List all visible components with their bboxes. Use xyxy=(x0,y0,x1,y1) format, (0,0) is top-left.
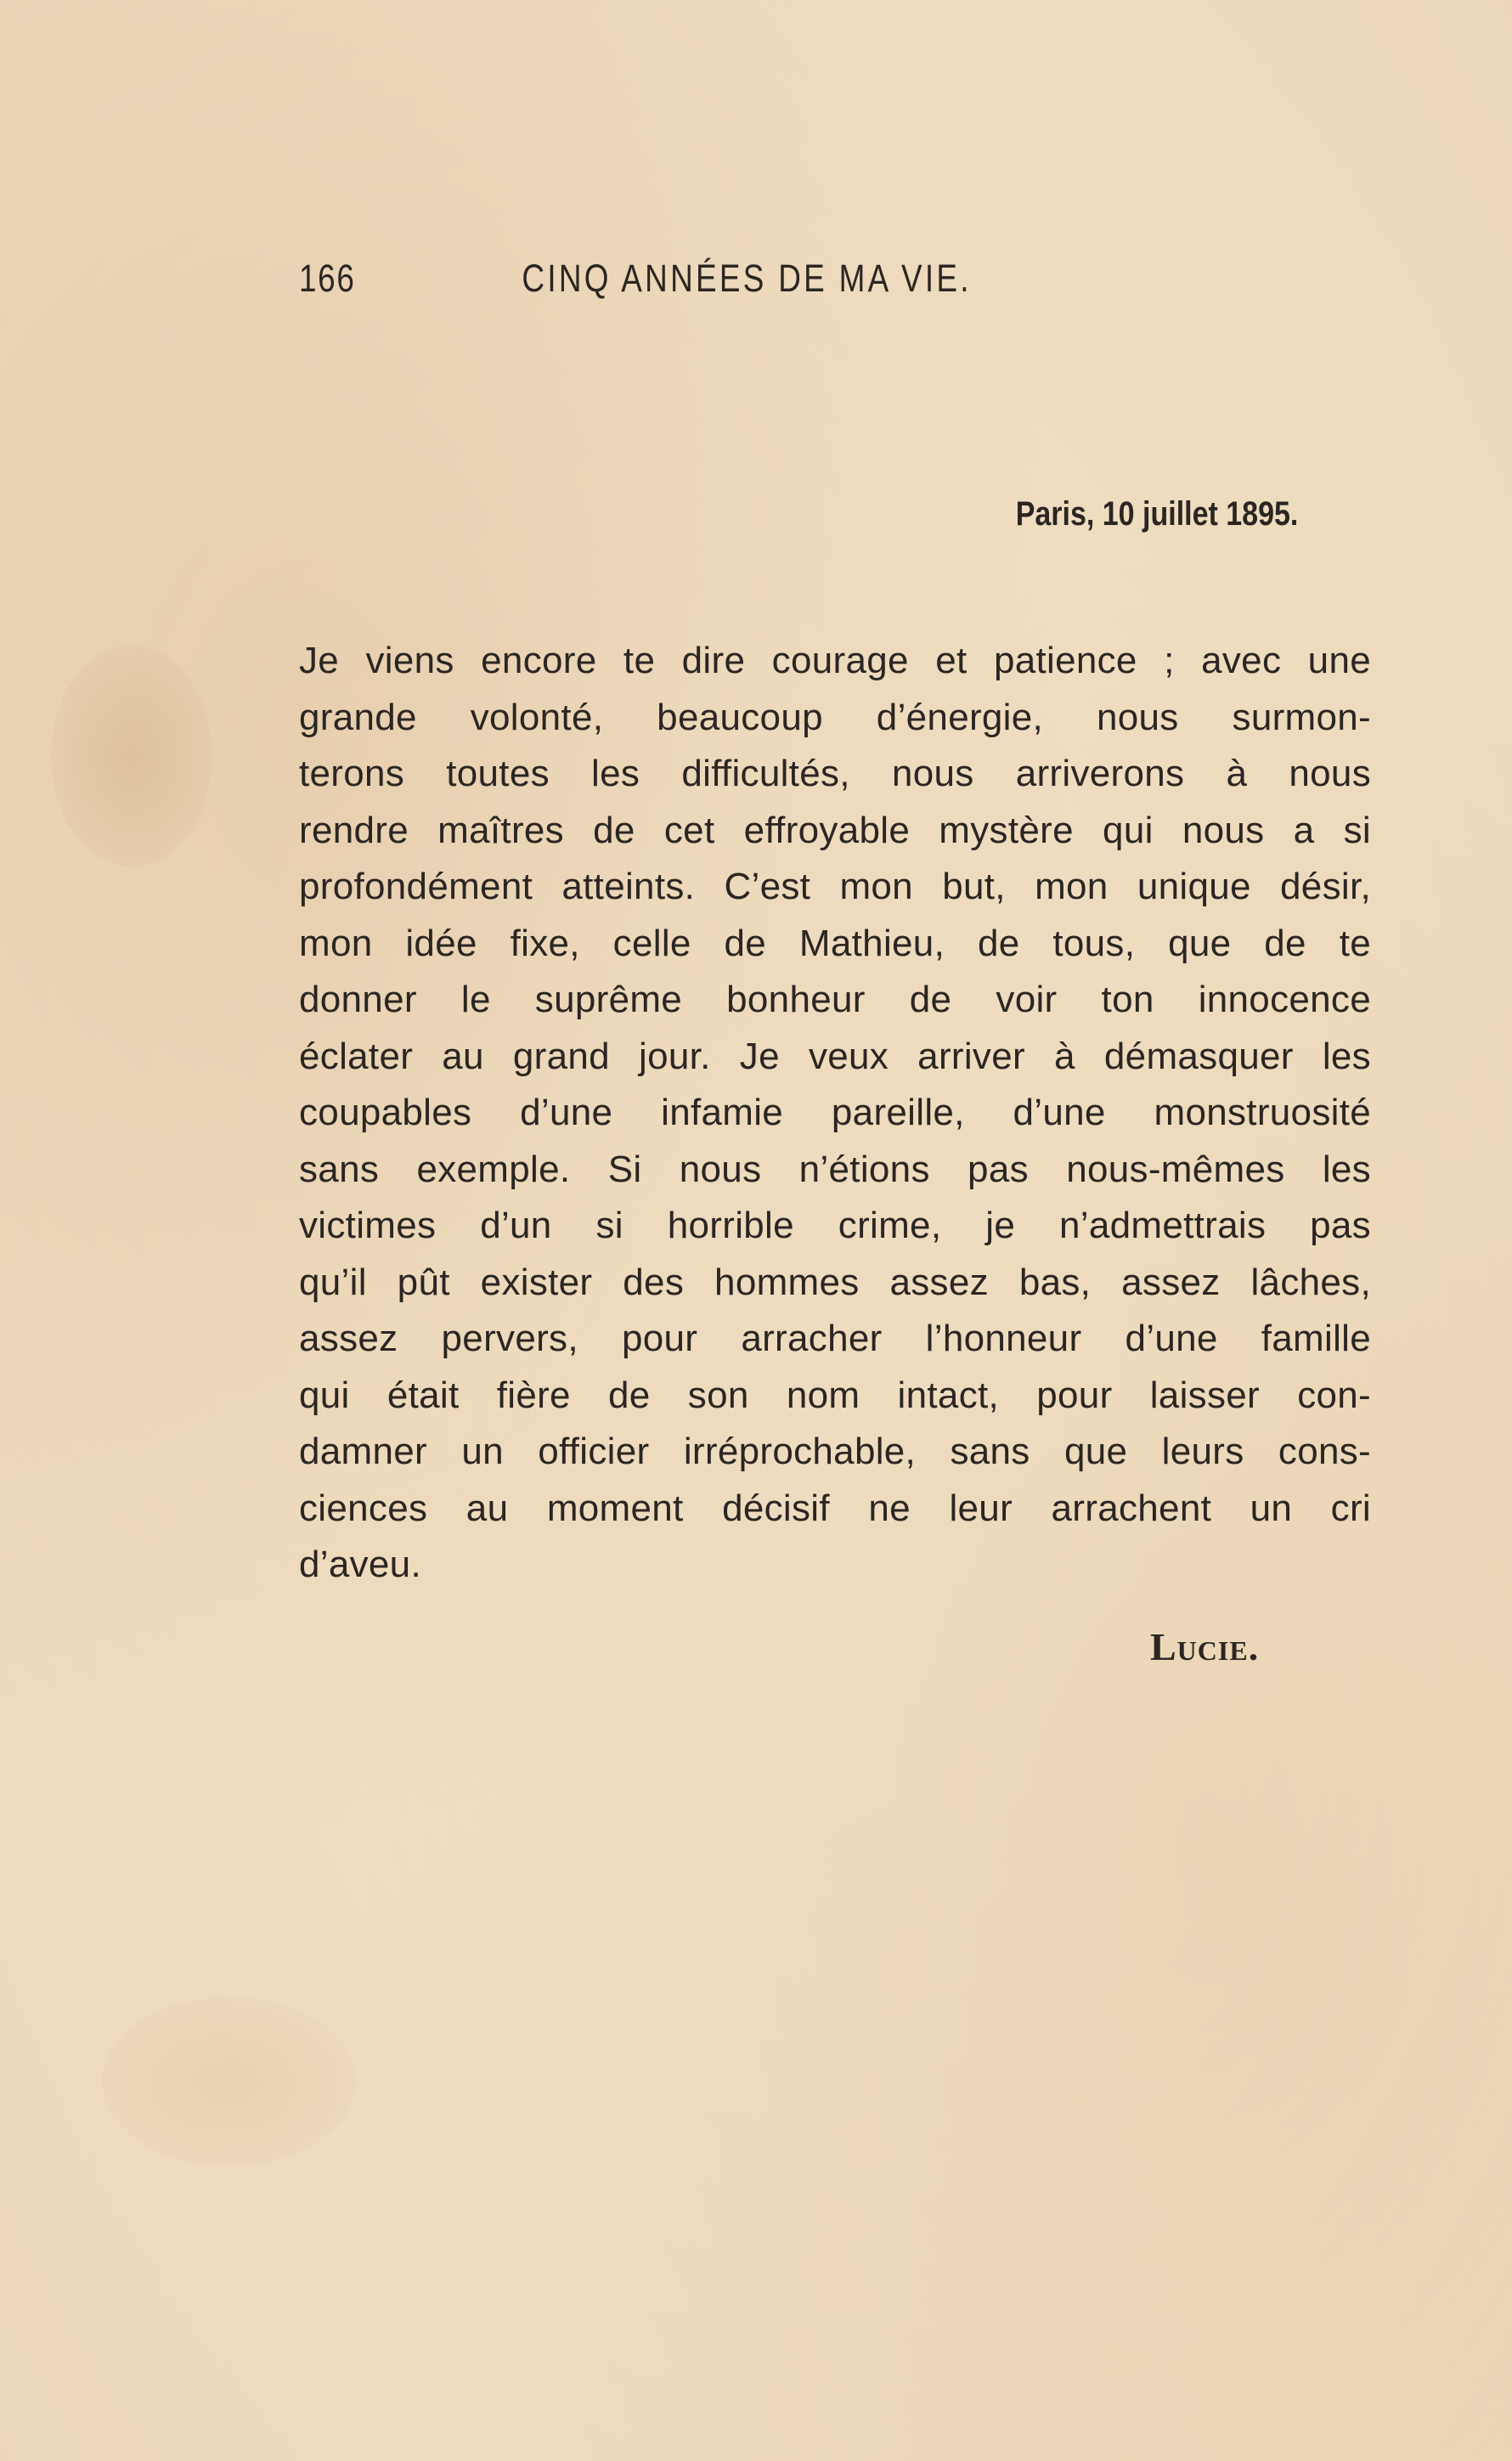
text-line: ciences au moment décisif ne leur arrachent un cri xyxy=(299,1487,1371,1529)
page-number: 166 xyxy=(299,257,356,300)
text-line: sans exemple. Si nous n’étions pas nous-mêmes les xyxy=(299,1148,1371,1190)
paper-stain xyxy=(51,646,212,866)
paper-stain xyxy=(102,1996,357,2166)
text-line: donner le suprême bonheur de voir ton innocence xyxy=(299,979,1371,1020)
text-line: profondément atteints. C’est mon but, mon unique désir, xyxy=(299,866,1371,907)
text-line: coupables d’une infamie pareille, d’une monstruosité xyxy=(299,1092,1371,1133)
text-line: terons toutes les difficultés, nous arriverons à nous xyxy=(299,753,1371,794)
text-line: éclater au grand jour. Je veux arriver à démasquer les xyxy=(299,1035,1371,1077)
text-line: grande volonté, beaucoup d’énergie, nous surmon- xyxy=(299,696,1371,738)
letter-dateline: Paris, 10 juillet 1895. xyxy=(1015,495,1298,533)
text-line: qui était fière de son nom intact, pour laisser con- xyxy=(299,1374,1371,1416)
text-line: d’aveu. xyxy=(299,1544,421,1585)
running-title: CINQ ANNÉES DE MA VIE. xyxy=(522,257,972,300)
text-line: mon idée fixe, celle de Mathieu, de tous, que de te xyxy=(299,922,1371,964)
text-line: Je viens encore te dire courage et patience ; avec une xyxy=(299,640,1371,681)
text-line: victimes d’un si horrible crime, je n’admettrais pas xyxy=(299,1205,1371,1246)
letter-signature: Lucie. xyxy=(1150,1625,1260,1668)
text-line: qu’il pût exister des hommes assez bas, assez lâches, xyxy=(299,1261,1371,1303)
running-header xyxy=(299,257,1176,308)
letter-body xyxy=(299,633,1371,1594)
text-line: damner un officier irréprochable, sans que leurs cons- xyxy=(299,1431,1371,1472)
text-line: rendre maîtres de cet effroyable mystère qui nous a si xyxy=(299,809,1371,851)
text-line: assez pervers, pour arracher l’honneur d’une famille xyxy=(299,1318,1371,1359)
